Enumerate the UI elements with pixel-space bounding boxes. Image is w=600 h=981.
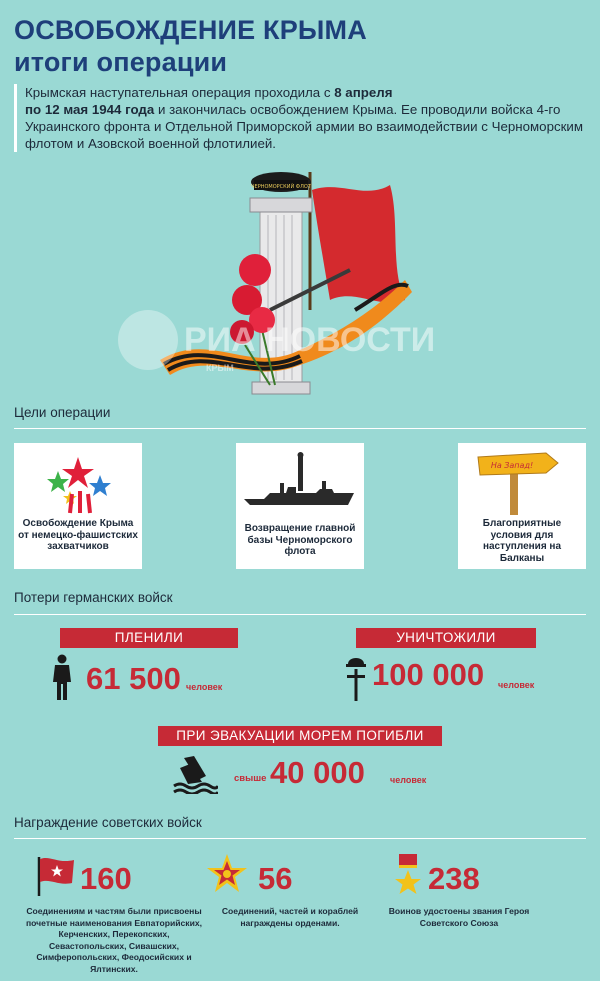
grave-cross-icon xyxy=(343,654,369,702)
hero-star-medal-icon xyxy=(394,852,422,898)
award-2-text: Соединений, частей и кораблей награждены орденами. xyxy=(221,906,359,928)
goals-divider xyxy=(14,428,586,429)
evac-unit: человек xyxy=(390,775,427,785)
awards-heading: Награждение советских войск xyxy=(14,815,202,830)
captured-unit: человек xyxy=(186,682,223,692)
order-star-icon xyxy=(205,852,249,896)
intro-date-end: по 12 мая 1944 года xyxy=(25,102,155,117)
sign-text: На Запад! xyxy=(490,461,534,470)
watermark-text: РИА НОВОСТИ xyxy=(184,321,436,359)
soldier-icon xyxy=(50,654,74,702)
destroyed-label: УНИЧТОЖИЛИ xyxy=(356,628,536,648)
title-line-2: итоги операции xyxy=(14,47,228,77)
goal-text-3: Благоприятные условия для наступления на Балканы xyxy=(482,518,562,564)
captured-label: ПЛЕНИЛИ xyxy=(60,628,238,648)
intro-text-1: Крымская наступательная операция проходила с xyxy=(25,85,335,100)
award-1-text: Соединениям и частям были присвоены почетные наименования Евпаторийских, Керченских, Перекопских, Севастопольских, Сивашских, Симферопольских, Феодосийских и Ялтинских. xyxy=(25,906,203,974)
sinking-ship-icon xyxy=(172,754,218,794)
cap-band-text: ЧЕРНОМОРСКИЙ ФЛОТ xyxy=(251,184,311,190)
fireworks-icon xyxy=(14,449,142,515)
evac-value: 40 000 xyxy=(270,755,365,790)
title-line-1: ОСВОБОЖДЕНИЕ КРЫМА xyxy=(14,15,367,45)
award-1-value: 160 xyxy=(80,861,132,896)
intro-paragraph xyxy=(14,84,586,152)
award-3-text: Воинов удостоены звания Героя Советского Союза xyxy=(388,906,530,928)
goal-text-1: Освобождение Крыма от немецко-фашистских захватчиков xyxy=(18,518,138,552)
page-title xyxy=(14,14,367,78)
signpost-icon xyxy=(458,449,586,515)
intro-text-2: и закончилась освобождением Крыма. Ее проводили войска 4-го Украинского фронта и Отдельной Приморской армии во взаимодействии с Черноморским флотом и Азовской военной флотилией. xyxy=(25,102,584,151)
destroyed-value: 100 000 xyxy=(372,657,485,692)
sailor-cap-icon xyxy=(251,172,312,192)
awards-divider xyxy=(14,838,586,839)
evac-prefix: свыше xyxy=(234,773,267,784)
award-3-value: 238 xyxy=(428,861,480,896)
goals-heading: Цели операции xyxy=(14,405,111,420)
intro-date-start: 8 апреля xyxy=(334,85,393,100)
award-2-value: 56 xyxy=(258,861,293,896)
hero-illustration xyxy=(150,160,450,400)
losses-heading: Потери германских войск xyxy=(14,590,173,605)
goal-card-3 xyxy=(458,443,586,569)
destroyed-unit: человек xyxy=(498,680,535,690)
goal-card-1 xyxy=(14,443,142,569)
goal-text-2: Возвращение главной базы Черноморского флота xyxy=(244,523,356,557)
red-flag-icon xyxy=(36,855,76,897)
captured-value: 61 500 xyxy=(86,661,181,696)
goal-card-2 xyxy=(236,443,364,569)
watermark-sub: КРЫМ xyxy=(206,363,234,373)
evac-label: ПРИ ЭВАКУАЦИИ МОРЕМ ПОГИБЛИ xyxy=(158,726,442,746)
losses-divider xyxy=(14,614,586,615)
monument-ship-icon xyxy=(236,449,364,515)
